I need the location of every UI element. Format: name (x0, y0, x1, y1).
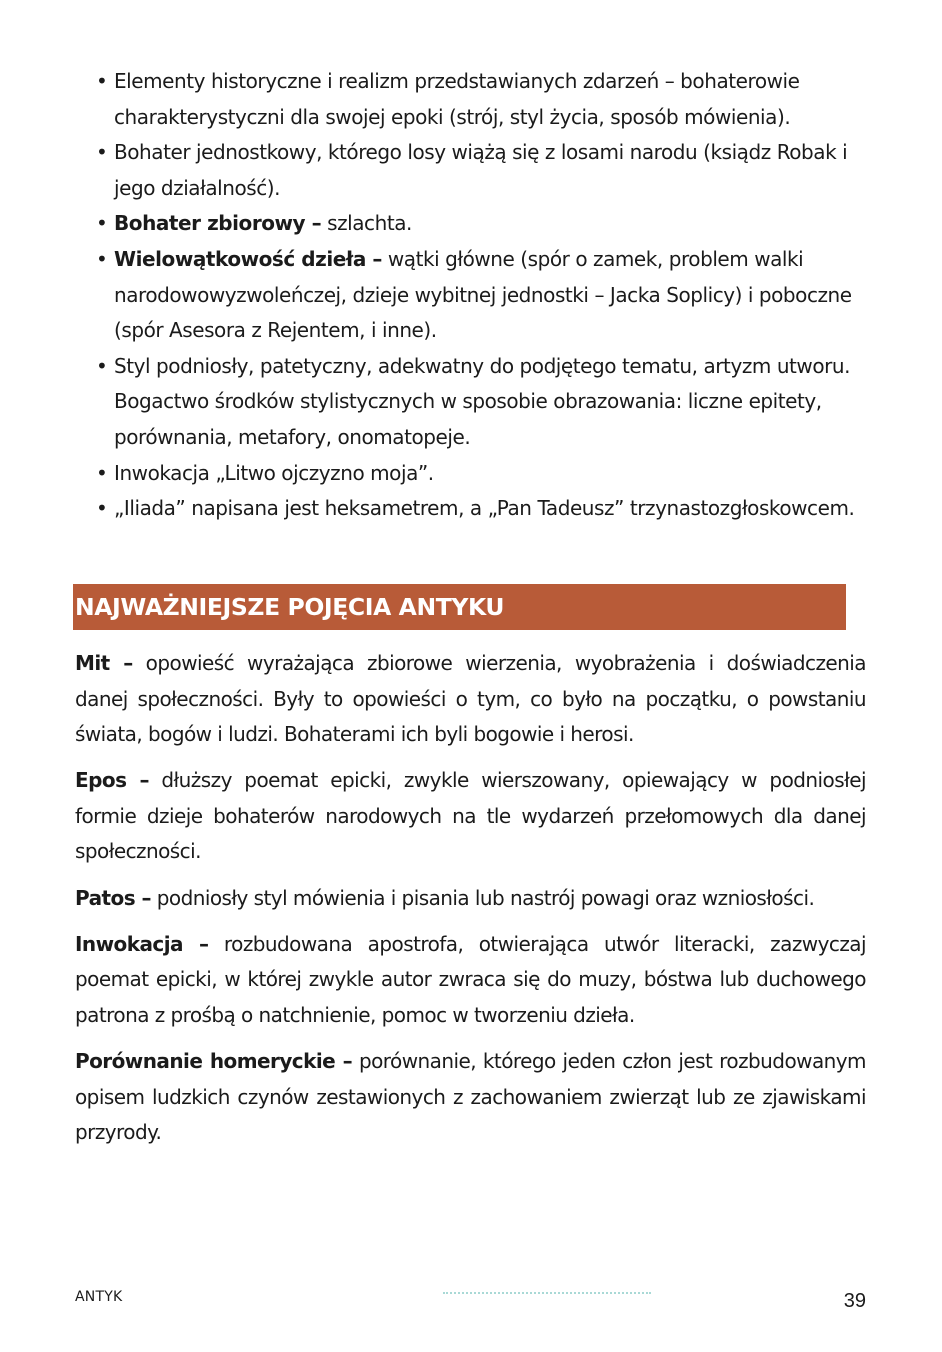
definition-paragraph (75, 1044, 866, 1151)
definition-text: porównanie, którego jeden człon jest rozbudowanym opisem ludzkich czynów zestawionych z zachowaniem zwierząt lub ze zjawiskami przyrody. (75, 1048, 866, 1145)
list-item (96, 242, 876, 349)
list-item-text: Elementy historyczne i realizm przedstawianych zdarzeń – bohaterowie charakterystyczni dla swojej epoki (strój, styl życia, sposób mówienia). (114, 69, 800, 129)
bullet-icon: • (96, 353, 108, 378)
page-number: 39 (843, 1290, 866, 1312)
definition-text: podniosły styl mówienia i pisania lub nastrój powagi oraz wzniosłości. (150, 885, 815, 910)
bullet-icon: • (96, 496, 108, 521)
definition-paragraph (75, 927, 866, 1034)
list-item (96, 206, 876, 242)
definition-text: opowieść wyrażająca zbiorowe wierzenia, wyobrażenia i doświadczenia danej społeczności. Były to opowieści o tym, co było na początku, o powstaniu świata, bogów i ludzi. Bohaterami ich byli bogowie i herosi. (75, 651, 866, 747)
definition-text: rozbudowana apostrofa, otwierająca utwór literacki, zazwyczaj poemat epicki, w której zwykle autor zwraca się do muzy, bóstwa lub duchowego patrona z prośbą o natchnienie, pomoc w tworzeniu dzieła. (75, 931, 866, 1027)
list-item-text: wątki główne (spór o zamek, problem walki narodowowyzwoleńczej, dzieje wybitnej jednostki – Jacka Soplicy) i poboczne (spór Asesora z Rejentem, i inne). (114, 246, 852, 343)
bullet-icon: • (96, 140, 108, 165)
list-item-bold: Wielowątkowość dzieła – (114, 246, 382, 271)
list-item-bold: Bohater zbiorowy – (114, 211, 322, 236)
section-heading: NAJWAŻNIEJSZE POJĘCIA ANTYKU (75, 593, 505, 621)
list-item (96, 349, 876, 456)
footer-dotted-divider (443, 1292, 651, 1294)
list-item (96, 135, 876, 206)
definition-term: Porównanie homeryckie – (75, 1048, 353, 1073)
bullet-icon: • (96, 246, 108, 271)
list-item-text: „Iliada” napisana jest heksametrem, a „Pan Tadeusz” trzynastozgłoskowcem. (114, 496, 855, 521)
bullet-icon: • (96, 211, 108, 236)
list-item (96, 456, 876, 492)
feature-list (96, 64, 876, 527)
footer-section-label: ANTYK (75, 1289, 123, 1305)
bullet-icon: • (96, 460, 108, 485)
list-item-text: szlachta. (321, 211, 412, 236)
list-item-text: Styl podniosły, patetyczny, adekwatny do podjętego tematu, artyzm utworu. Bogactwo środków stylistycznych w sposobie obrazowania: liczne epitety, porównania, metafory, onomatopeje. (114, 353, 851, 449)
definition-paragraph (75, 763, 866, 870)
definitions (75, 646, 866, 1151)
list-item (96, 491, 876, 527)
definition-paragraph (75, 646, 866, 753)
definition-term: Epos – (75, 768, 149, 793)
bullet-icon: • (96, 69, 108, 93)
section-heading-bar (73, 584, 846, 630)
list-item (96, 64, 876, 135)
definition-term: Inwokacja – (75, 931, 209, 956)
definition-term: Mit – (75, 651, 133, 675)
definition-text: dłuższy poemat epicki, zwykle wierszowany, opiewający w podniosłej formie dzieje bohaterów narodowych na tle wydarzeń przełomowych dla danej społeczności. (75, 768, 866, 864)
list-item-text: Bohater jednostkowy, którego losy wiążą się z losami narodu (ksiądz Robak i jego działalność). (114, 140, 848, 200)
definition-paragraph (75, 881, 866, 917)
list-item-text: Inwokacja „Litwo ojczyzno moja”. (114, 460, 434, 485)
definition-term: Patos – (75, 885, 151, 910)
